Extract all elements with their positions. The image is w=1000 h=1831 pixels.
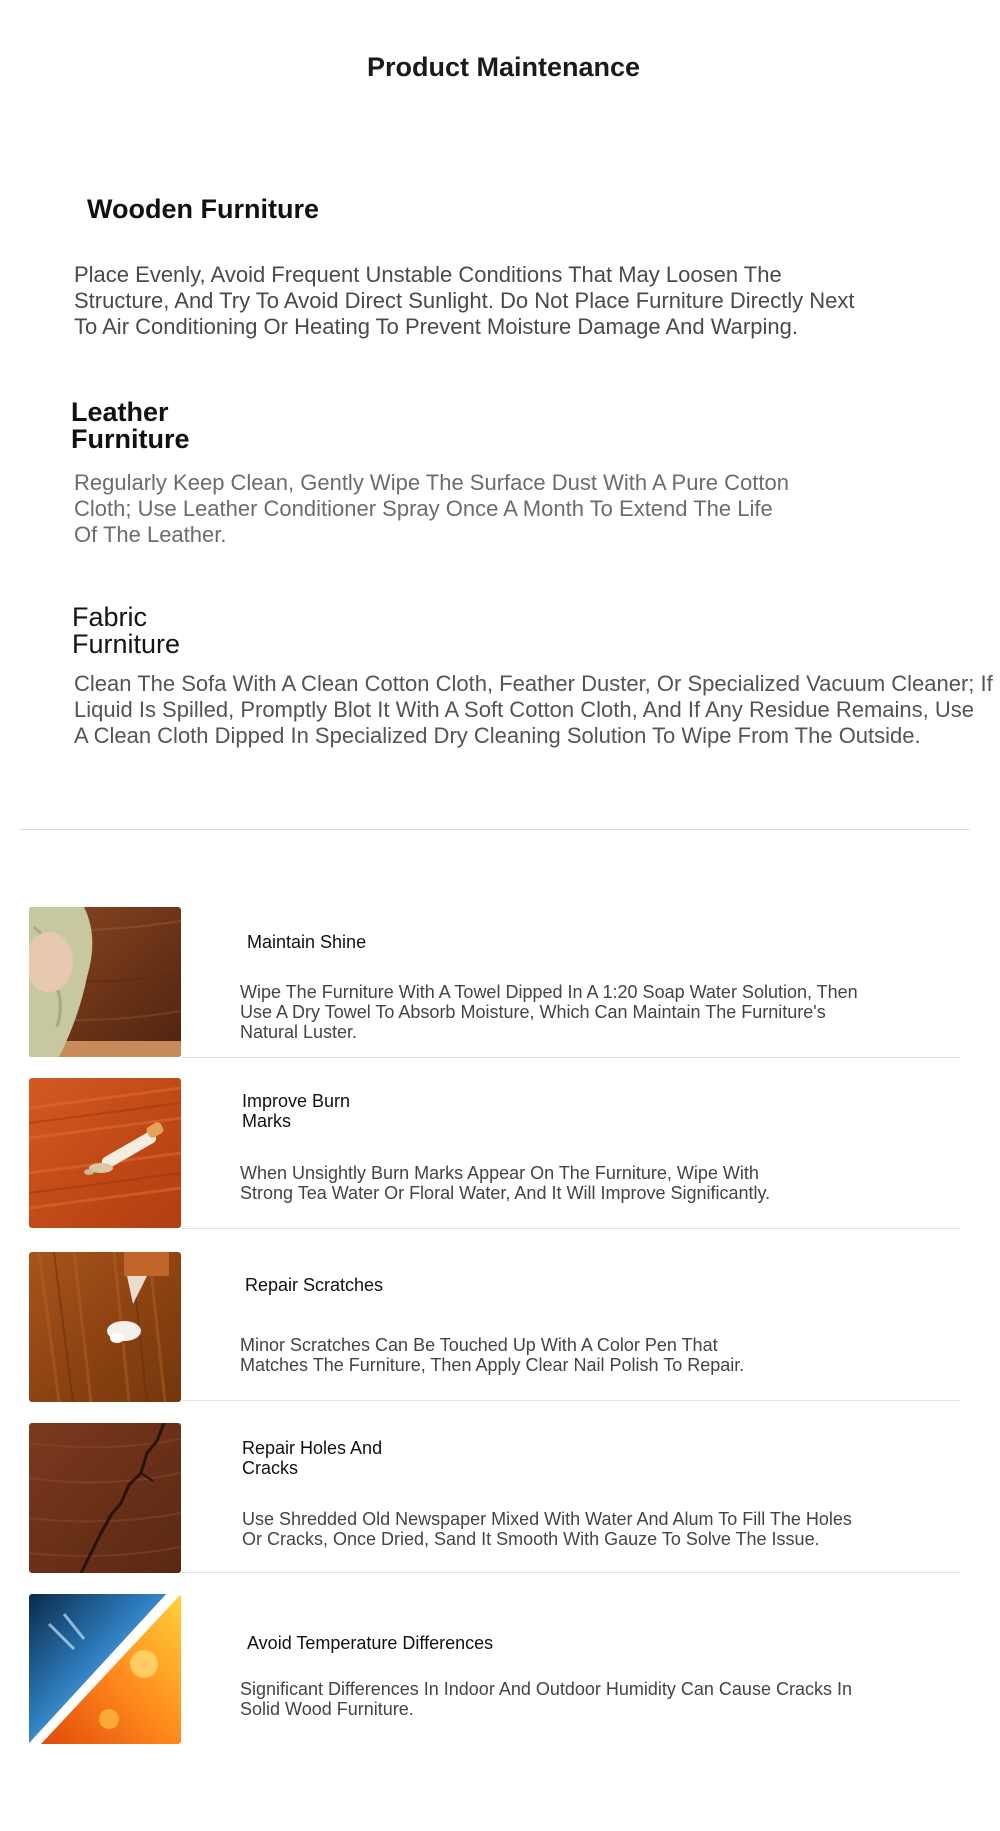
title-line: Repair Holes And: [242, 1438, 383, 1458]
section-title-fabric: [72, 604, 180, 658]
tip-title-temperature: [247, 1633, 493, 1653]
title-line: Leather: [71, 397, 169, 427]
title-line: Avoid Temperature Differences: [247, 1633, 494, 1653]
tip-body-temperature: [240, 1679, 852, 1719]
tip-divider: [182, 1057, 960, 1058]
text-line: Use A Dry Towel To Absorb Moisture, Which Can Maintain The Furniture's: [240, 1002, 826, 1022]
tip-body-burn-marks: [240, 1163, 770, 1203]
title-line: Furniture: [71, 424, 190, 454]
text-line: Wipe The Furniture With A Towel Dipped In A 1:20 Soap Water Solution, Then: [240, 982, 858, 1002]
tip-divider: [182, 1228, 960, 1229]
section-title-wooden: Wooden Furniture: [87, 194, 319, 224]
section-body-leather: [74, 470, 789, 548]
tip-divider: [182, 1400, 960, 1401]
cigarette-burn-on-wood-photo: [29, 1078, 181, 1228]
title-line: Repair Scratches: [245, 1275, 384, 1295]
text-line: Clean The Sofa With A Clean Cotton Cloth, Feather Duster, Or Specialized Vacuum Cleaner; If: [74, 671, 993, 696]
section-body-wooden: [74, 262, 855, 340]
text-line: Liquid Is Spilled, Promptly Blot It With A Soft Cotton Cloth, And If Any Residue Remains, Use: [74, 697, 974, 722]
title-line: Fabric: [72, 602, 148, 632]
text-line: Of The Leather.: [74, 522, 227, 547]
title-line: Furniture: [72, 629, 181, 659]
towel-wiping-wood-photo: [29, 907, 181, 1057]
tip-body-holes-cracks: [242, 1509, 852, 1549]
title-line: Maintain Shine: [247, 932, 367, 952]
section-divider: [20, 829, 970, 830]
tip-title-repair-scratches: [245, 1275, 383, 1295]
text-line: When Unsightly Burn Marks Appear On The Furniture, Wipe With: [240, 1163, 759, 1183]
text-line: Significant Differences In Indoor And Outdoor Humidity Can Cause Cracks In: [240, 1679, 852, 1699]
ice-and-fire-photo: [29, 1594, 181, 1744]
text-line: To Air Conditioning Or Heating To Prevent Moisture Damage And Warping.: [74, 314, 798, 339]
text-line: Strong Tea Water Or Floral Water, And It Will Improve Significantly.: [240, 1183, 771, 1203]
text-line: Or Cracks, Once Dried, Sand It Smooth With Gauze To Solve The Issue.: [242, 1529, 820, 1549]
title-line: Cracks: [242, 1458, 299, 1478]
text-line: Cloth; Use Leather Conditioner Spray Once A Month To Extend The Life: [74, 496, 773, 521]
tip-title-burn-marks: [242, 1091, 350, 1131]
text-line: Solid Wood Furniture.: [240, 1699, 414, 1719]
text-line: Regularly Keep Clean, Gently Wipe The Surface Dust With A Pure Cotton: [74, 470, 789, 495]
title-line: Improve Burn: [242, 1091, 351, 1111]
tip-divider: [182, 1572, 960, 1573]
page-title: Product Maintenance: [366, 52, 641, 82]
text-line: Natural Luster.: [240, 1022, 358, 1042]
text-line: Structure, And Try To Avoid Direct Sunlight. Do Not Place Furniture Directly Next: [74, 288, 855, 313]
cracked-wood-photo: [29, 1423, 181, 1573]
section-title-leather: [71, 399, 190, 453]
glue-bottle-on-wood-photo: [29, 1252, 181, 1402]
tip-body-maintain-shine: [240, 982, 858, 1042]
text-line: Place Evenly, Avoid Frequent Unstable Conditions That May Loosen The: [74, 262, 782, 287]
text-line: Use Shredded Old Newspaper Mixed With Water And Alum To Fill The Holes: [242, 1509, 852, 1529]
text-line: A Clean Cloth Dipped In Specialized Dry Cleaning Solution To Wipe From The Outside.: [74, 723, 921, 748]
text-line: Minor Scratches Can Be Touched Up With A Color Pen That: [240, 1335, 718, 1355]
text-line: Matches The Furniture, Then Apply Clear Nail Polish To Repair.: [240, 1355, 745, 1375]
tip-title-holes-cracks: [242, 1438, 382, 1478]
title-line: Marks: [242, 1111, 291, 1131]
section-body-fabric: [74, 671, 993, 749]
tip-body-repair-scratches: [240, 1335, 744, 1375]
tip-title-maintain-shine: [247, 932, 366, 952]
